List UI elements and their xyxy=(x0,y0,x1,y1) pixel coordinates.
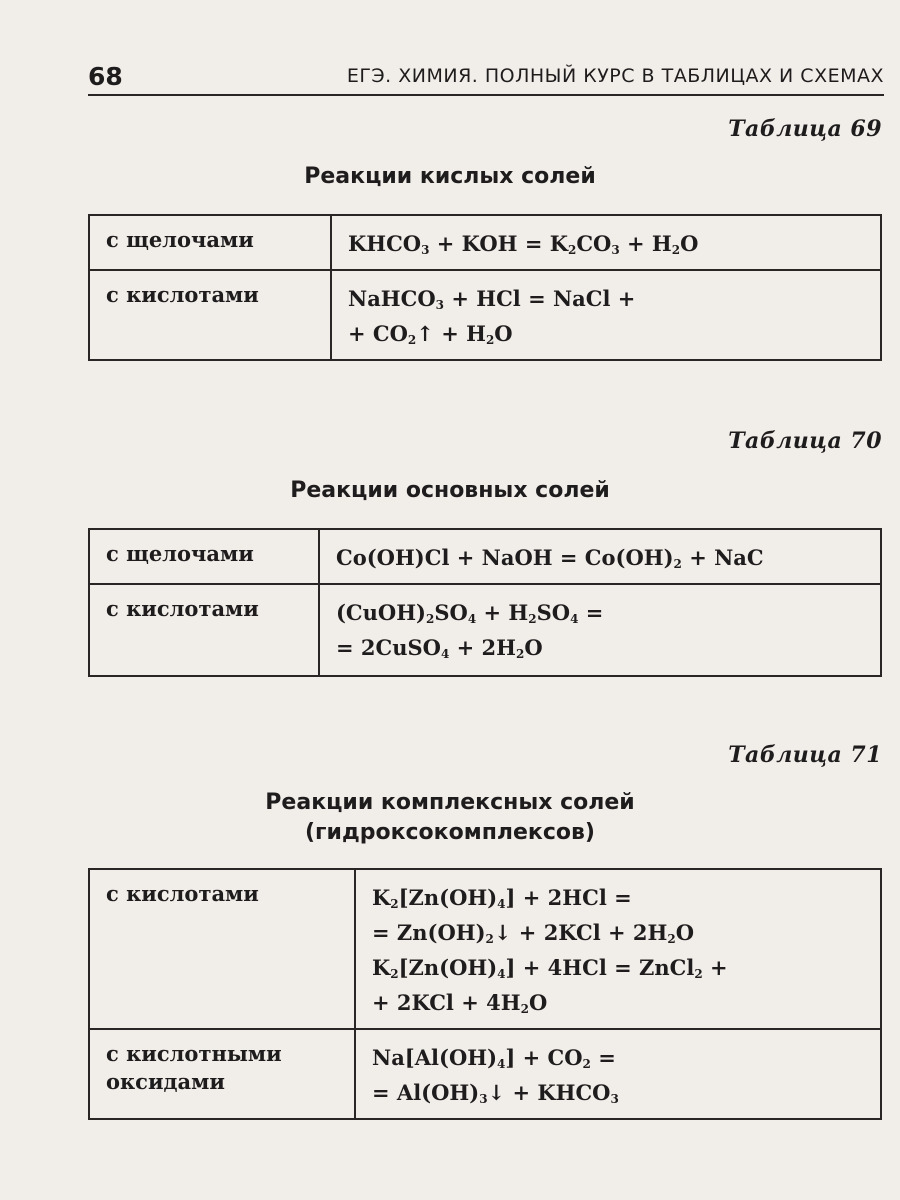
label-line: с кислотными xyxy=(106,1041,282,1066)
page-header xyxy=(88,62,884,96)
equation-line: $Na[Al(OH)_4] + CO_2$ = xyxy=(372,1045,616,1071)
row-label xyxy=(89,529,319,584)
label-line: с кислотами xyxy=(106,282,259,307)
label-line: оксидами xyxy=(106,1069,225,1094)
subscript: 2 xyxy=(667,932,676,946)
table-row xyxy=(89,215,881,270)
row-label xyxy=(89,215,331,270)
label-line: с кислотами xyxy=(106,596,259,621)
reaction-equation xyxy=(355,869,881,1029)
subscript: 3 xyxy=(435,298,445,312)
reaction-equation xyxy=(331,270,881,360)
label-line: с щелочами xyxy=(106,227,254,252)
table-70 xyxy=(88,528,882,677)
table-71 xyxy=(88,868,882,1120)
subscript: 2 xyxy=(567,243,577,257)
table-69-title-line: Реакции кислых солей xyxy=(304,164,596,189)
row-label xyxy=(89,869,355,1029)
label-line: с щелочами xyxy=(106,541,254,566)
table-71-number: Таблица 71 xyxy=(728,742,882,768)
table-70-title-line: Реакции основных солей xyxy=(290,478,610,503)
table-69-title xyxy=(0,162,900,192)
subscript: 2 xyxy=(671,243,681,257)
equation-line: = $Zn(OH)_2↓ + 2KCl + 2H_2O$ xyxy=(372,920,695,946)
subscript: 2 xyxy=(673,557,682,571)
subscript: 4 xyxy=(497,967,506,981)
subscript: 3 xyxy=(479,1092,488,1106)
equation-line: $(CuOH)_2SO_4 + H_2SO_4$ = xyxy=(336,600,604,626)
table-row xyxy=(89,584,881,676)
subscript: 2 xyxy=(407,333,417,347)
subscript: 2 xyxy=(390,967,399,981)
table-69 xyxy=(88,214,882,361)
row-label xyxy=(89,270,331,360)
subscript: 2 xyxy=(520,1002,529,1016)
subscript: 2 xyxy=(485,932,494,946)
table-70-number: Таблица 70 xyxy=(728,428,882,454)
subscript: 3 xyxy=(610,1092,619,1106)
table-71-title-line: Реакции комплексных солей xyxy=(265,790,635,815)
subscript: 2 xyxy=(582,1057,591,1071)
equation-line: + $CO_2↑ + H_2O$ xyxy=(348,321,513,347)
subscript: 3 xyxy=(421,243,430,257)
equation-line: Co(OH)Cl + NaOH = $Co(OH)_2$ + NaC xyxy=(336,545,764,571)
subscript: 2 xyxy=(528,612,537,626)
row-label xyxy=(89,584,319,676)
label-line: с кислотами xyxy=(106,881,259,906)
subscript: 3 xyxy=(611,243,620,257)
equation-line: $K_2[Zn(OH)_4] + 2HCl$ = xyxy=(372,885,632,911)
subscript: 2 xyxy=(694,967,703,981)
subscript: 4 xyxy=(570,612,579,626)
subscript: 4 xyxy=(497,897,506,911)
reaction-equation xyxy=(331,215,881,270)
table-row xyxy=(89,529,881,584)
subscript: 4 xyxy=(467,612,477,626)
equation-line: = 2CuSO$_4$ + $2H_2O$ xyxy=(336,635,543,661)
page-number: 68 xyxy=(88,62,123,91)
table-70-title xyxy=(0,476,900,506)
equation-line: $K_2[Zn(OH)_4] + 4HCl$ = ZnCl$_2$ + xyxy=(372,955,728,981)
table-row xyxy=(89,270,881,360)
reaction-equation xyxy=(319,529,881,584)
reaction-equation xyxy=(319,584,881,676)
subscript: 2 xyxy=(516,647,525,661)
table-69-number: Таблица 69 xyxy=(728,116,882,142)
table-71-title-line: (гидроксокомплексов) xyxy=(304,820,595,845)
equation-line: + $2KCl + 4H_2O$ xyxy=(372,990,548,1016)
row-label xyxy=(89,1029,355,1119)
equation-line: = $Al(OH)_3↓$ + $KHCO_3$ xyxy=(372,1080,619,1106)
reaction-equation xyxy=(355,1029,881,1119)
subscript: 2 xyxy=(426,612,435,626)
running-title: ЕГЭ. ХИМИЯ. ПОЛНЫЙ КУРС В ТАБЛИЦАХ И СХЕМАХ xyxy=(346,65,884,87)
subscript: 2 xyxy=(485,333,495,347)
table-71-title xyxy=(0,788,900,848)
table-row xyxy=(89,1029,881,1119)
equation-line: NaHCO$_3$ + HCl = NaCl + xyxy=(348,286,636,312)
subscript: 2 xyxy=(390,897,399,911)
subscript: 4 xyxy=(440,647,450,661)
equation-line: $KHCO_3$ + KOH = $K_2CO_3 + H_2O$ xyxy=(348,231,699,257)
table-row xyxy=(89,869,881,1029)
subscript: 4 xyxy=(497,1057,506,1071)
